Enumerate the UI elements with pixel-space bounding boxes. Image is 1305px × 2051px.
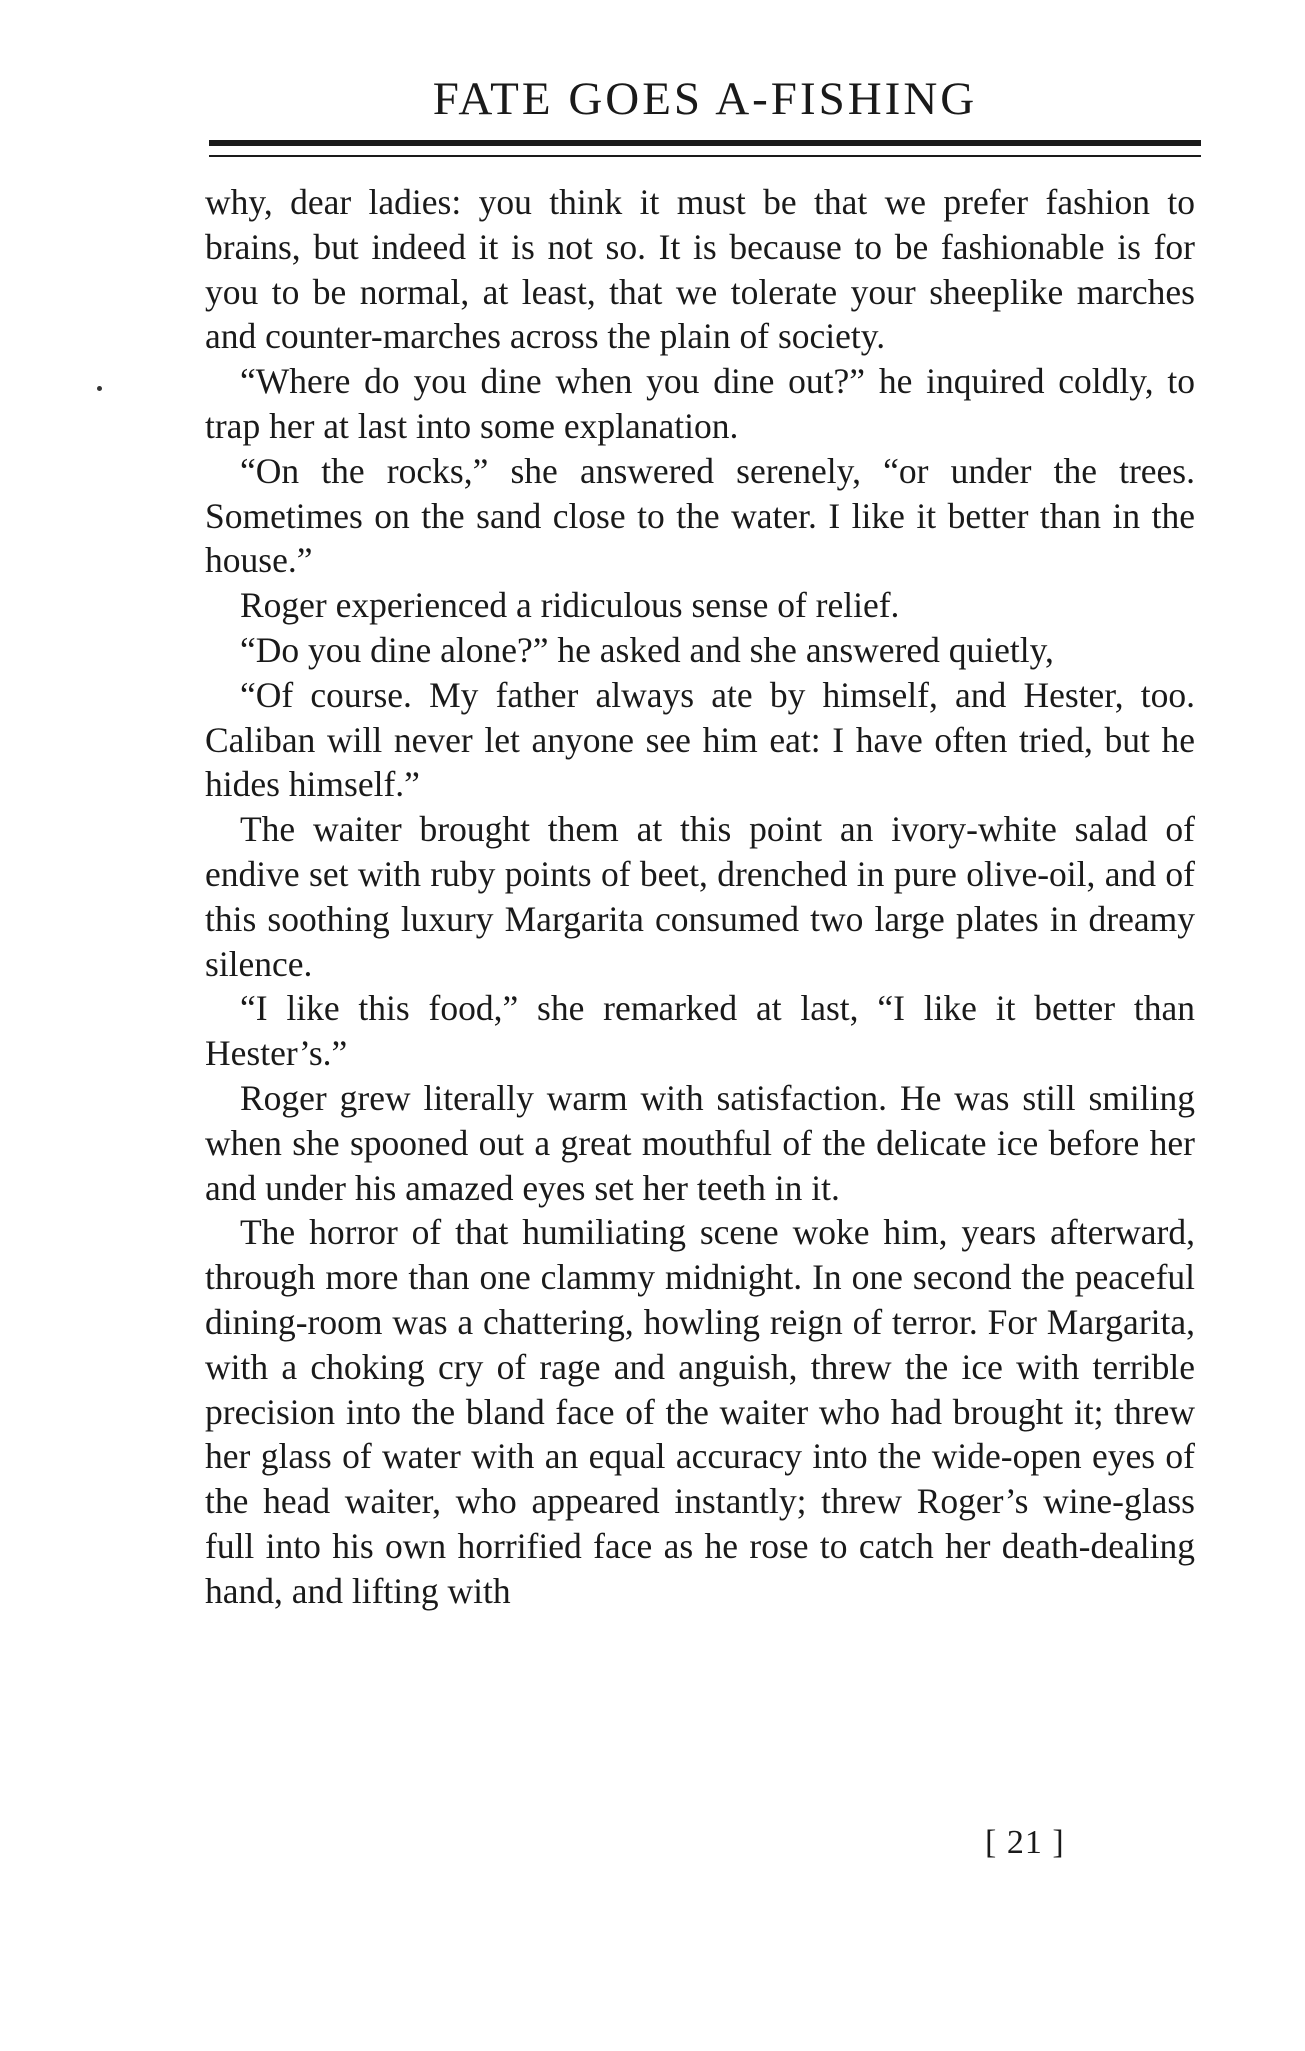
paragraph-continuation: why, dear ladies: you think it must be that we prefer fashion to brains, but indeed it is not so. It is because to be fashionable is for you to be normal, at least, that we tolerate your sheeplike marches and counter-marches across the plain of society. xyxy=(205,182,1195,357)
paragraph: Roger grew literally warm with satisfaction. He was still smiling when she spooned out a great mouthful of the delicate ice before her and under his amazed eyes set her teeth in it. xyxy=(205,1077,1195,1208)
paragraph: “On the rocks,” she answered serenely, “or under the trees. Sometimes on the sand close to the water. I like it better than in the house.” xyxy=(205,450,1195,581)
paragraph: “Where do you dine when you dine out?” he inquired coldly, to trap her at last into some explanation. xyxy=(205,361,1195,446)
header-rule-thick xyxy=(209,140,1201,146)
page-speck xyxy=(97,386,102,391)
paragraph: The horror of that humiliating scene woke him, years afterward, through more than one clammy midnight. In one second the peaceful dining-room was a chattering, howling reign of terror. For Margarita, with a choking cry of rage and anguish, threw the ice with terrible precision into the bland face of the waiter who had brought it; threw her glass of water with an equal accuracy into the wide-open eyes of the head waiter, who appeared instantly; threw Roger’s wine-glass full into his own horrified face as he rose to catch her death-dealing hand, and lifting with xyxy=(205,1212,1195,1611)
body-text xyxy=(205,180,1195,1614)
paragraph: “I like this food,” she remarked at last, “I like it better than Hester’s.” xyxy=(205,988,1195,1074)
header-rule-thin xyxy=(209,155,1201,157)
paragraph: “Of course. My father always ate by himself, and Hester, too. Caliban will never let anyone see him eat: I have often tried, but he hides himself.” xyxy=(205,674,1195,805)
paragraph: Roger experienced a ridiculous sense of relief. xyxy=(240,585,900,626)
page-number: [ 21 ] xyxy=(985,1824,1065,1861)
paragraph: The waiter brought them at this point an ivory-white salad of endive set with ruby points of beet, drenched in pure olive-oil, and of this soothing luxury Margarita consumed two large plates in dreamy silence. xyxy=(205,809,1195,984)
running-head-title: FATE GOES A-FISHING xyxy=(432,73,978,125)
paragraph: “Do you dine alone?” he asked and she answered quietly, xyxy=(240,629,1054,670)
